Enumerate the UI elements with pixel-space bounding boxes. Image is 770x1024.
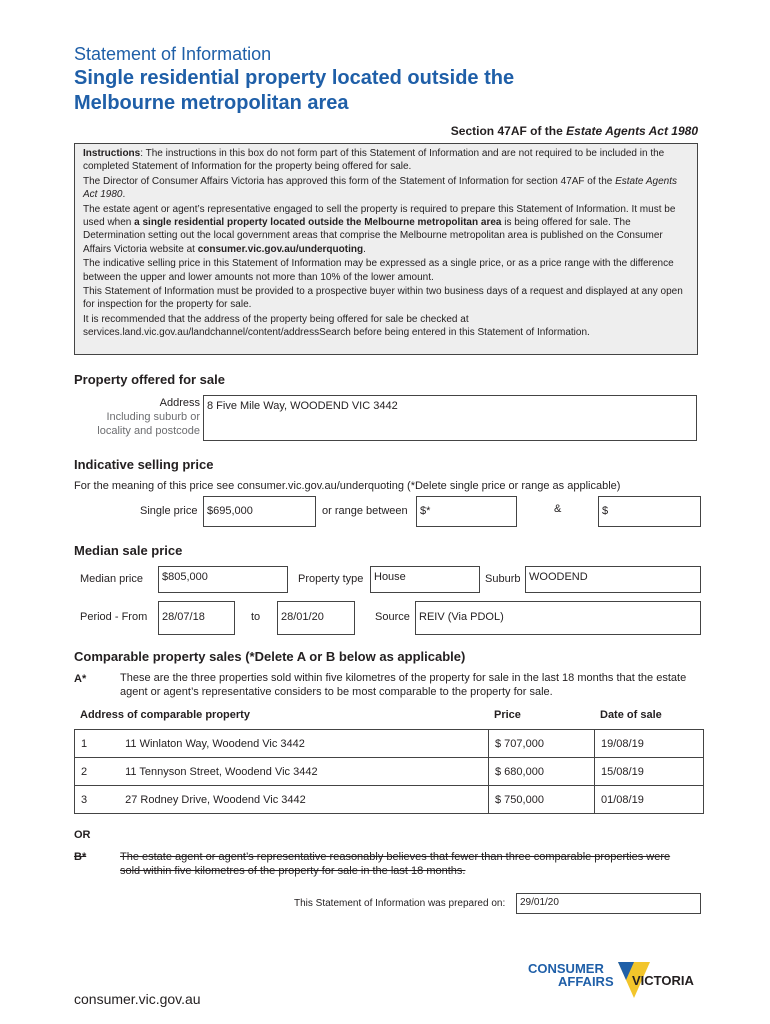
indicative-note: For the meaning of this price see consumer.vic.gov.au/underquoting (*Delete single price or range as applicable) [74, 480, 621, 492]
document-subtitle: Statement of Information [74, 44, 272, 64]
instructions-label: Instructions [83, 148, 141, 159]
document-title [74, 66, 674, 116]
row-number: 2 [81, 765, 88, 778]
row-number: 1 [81, 737, 88, 750]
instructions-p4: The indicative selling price in this Statement of Information may be expressed as a single price, or as a price range with the difference between the upper and lower amounts not more than 10% of the lower amount. [83, 258, 674, 283]
instructions-p1-text: : The instructions in this box do not form part of this Statement of Information and are not required to be included in the completed Statement of Information for the property being offered for sale. [83, 148, 665, 173]
footer-url[interactable]: consumer.vic.gov.au [74, 991, 201, 1007]
or-label: OR [74, 829, 91, 841]
logo-line-victoria: VICTORIA [632, 973, 694, 988]
row-address-cell[interactable] [75, 758, 489, 786]
table-row [75, 786, 704, 814]
prepared-date-field[interactable]: 29/01/20 [516, 893, 701, 914]
section-act: Estate Agents Act 1980 [566, 124, 698, 138]
range-label: or range between [322, 505, 408, 517]
instructions-p3-pre: The estate agent or agent’s representative engaged to sell the property is required to prepare this Statement of Information. It must be used when [83, 203, 676, 229]
instructions-p3-link: consumer.vic.gov.au/underquoting [197, 243, 364, 255]
consumer-affairs-victoria-logo [528, 960, 704, 1004]
suburb-field[interactable]: WOODEND [525, 566, 701, 593]
range-separator: & [554, 503, 562, 515]
col-price-header: Price [494, 709, 521, 721]
col-address-header: Address of comparable property [80, 709, 250, 721]
instructions-p3-bold: a single residential property located outside the Melbourne metropolitan area [134, 217, 502, 229]
section-prefix: Section 47AF of the [450, 124, 567, 138]
option-a-label: A* [74, 673, 87, 685]
instructions-p3-post: . [363, 243, 366, 255]
option-b-text: The estate agent or agent’s representative reasonably believes that fewer than three comparable properties were sold within five kilometres of the property for sale in the last 18 months. [120, 851, 671, 877]
prepared-label: This Statement of Information was prepared on: [294, 898, 506, 909]
instructions-p2-post: . [122, 189, 126, 201]
period-to-label: to [251, 611, 261, 623]
row-address: 27 Rodney Drive, Woodend Vic 3442 [125, 793, 306, 806]
period-to-field[interactable]: 28/01/20 [277, 601, 355, 635]
median-heading: Median sale price [74, 543, 183, 558]
period-from-field[interactable]: 28/07/18 [158, 601, 235, 635]
row-address: 11 Winlaton Way, Woodend Vic 3442 [125, 737, 305, 750]
range-high-field[interactable]: $ [598, 496, 701, 527]
row-date[interactable]: 01/08/19 [595, 786, 704, 814]
source-field[interactable]: REIV (Via PDOL) [415, 601, 701, 635]
comparable-table [74, 729, 704, 814]
row-address-cell[interactable] [75, 730, 489, 758]
title-line-2: Melbourne metropolitan area [74, 92, 349, 114]
address-field[interactable]: 8 Five Mile Way, WOODEND VIC 3442 [203, 395, 697, 441]
median-price-label: Median price [80, 573, 143, 585]
section-reference [451, 124, 698, 138]
address-label-line3: locality and postcode [97, 425, 200, 437]
single-price-label: Single price [140, 505, 198, 517]
instructions-p2-act: Estate Agents Act 1980 [83, 175, 677, 201]
instructions-p3-mid: is being offered for sale. The Determination setting out the local government areas that comprise the Melbourne metropolitan area is published on the Consumer Affairs Victoria website at [83, 217, 663, 255]
table-row [75, 758, 704, 786]
instructions-p2 [83, 175, 689, 202]
row-address-cell[interactable] [75, 786, 489, 814]
row-date[interactable]: 15/08/19 [595, 758, 704, 786]
comparable-heading: Comparable property sales (*Delete A or B below as applicable) [74, 649, 466, 664]
instructions-p5: This Statement of Information must be provided to a prospective buyer within two business days of a request and displayed at any open for inspection for the property for sale. [83, 286, 683, 311]
instructions-p1 [83, 147, 689, 174]
row-date[interactable]: 19/08/19 [595, 730, 704, 758]
property-heading: Property offered for sale [74, 372, 225, 387]
property-type-label: Property type [298, 573, 364, 585]
address-label-line1: Address [159, 397, 200, 409]
title-line-1: Single residential property located outside the [74, 67, 515, 89]
instructions-p6: It is recommended that the address of the property being offered for sale be checked at services.land.vic.gov.au/landchannel/content/addressSearch before being entered in this Statement of Information. [83, 314, 590, 339]
table-row [75, 730, 704, 758]
single-price-field[interactable]: $695,000 [203, 496, 316, 527]
address-label [74, 396, 200, 438]
row-price[interactable]: $ 707,000 [489, 730, 595, 758]
range-low-field[interactable]: $* [416, 496, 517, 527]
indicative-heading: Indicative selling price [74, 457, 214, 472]
instructions-p3 [83, 203, 689, 256]
row-address: 11 Tennyson Street, Woodend Vic 3442 [125, 765, 318, 778]
row-price[interactable]: $ 750,000 [489, 786, 595, 814]
address-label-line2: Including suburb or [106, 411, 200, 423]
property-type-field[interactable]: House [370, 566, 480, 593]
col-date-header: Date of sale [600, 709, 662, 721]
row-price[interactable]: $ 680,000 [489, 758, 595, 786]
source-label: Source [375, 611, 410, 623]
logo-line-consumer: CONSUMER [528, 961, 604, 976]
period-label: Period - From [80, 611, 148, 623]
instructions-p2-pre: The Director of Consumer Affairs Victoria has approved this form of the Statement of Information for section 47AF of the [83, 175, 616, 187]
row-number: 3 [81, 793, 88, 806]
logo-line-affairs: AFFAIRS [558, 974, 614, 989]
instructions-box [74, 143, 698, 355]
median-price-field[interactable]: $805,000 [158, 566, 288, 593]
suburb-label: Suburb [485, 573, 521, 585]
option-a-text: These are the three properties sold within five kilometres of the property for sale in the last 18 months that the estate agent or agent’s representative considers to be most comparable to the property for sale. [120, 672, 687, 698]
option-b-label: B* [74, 851, 87, 863]
